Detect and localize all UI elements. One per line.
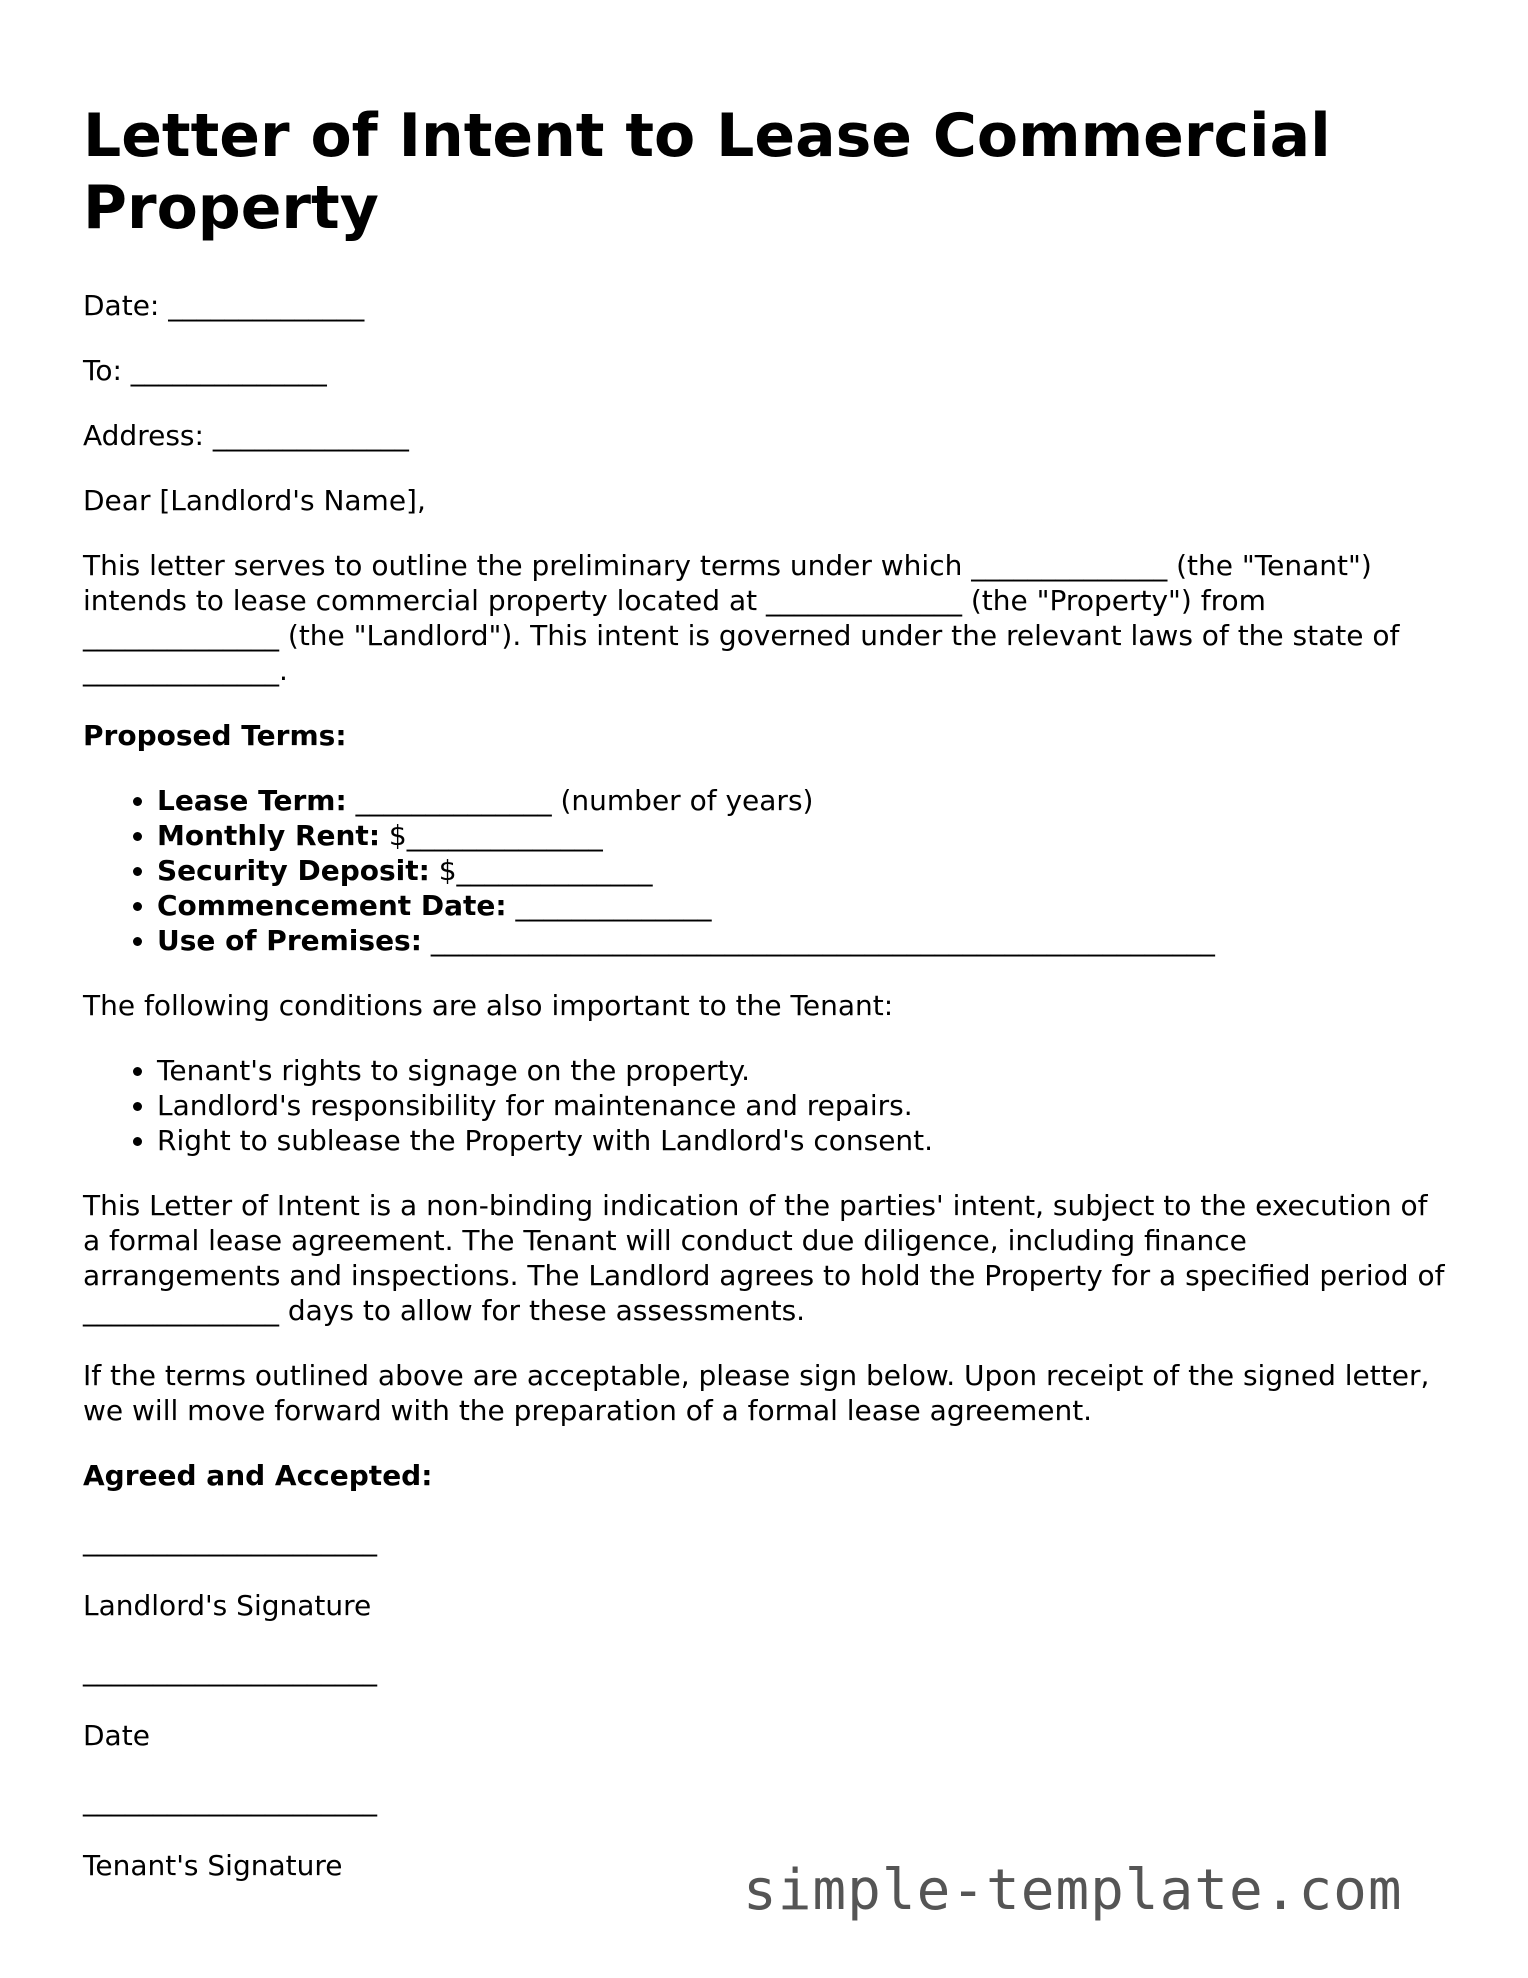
document-page	[83, 100, 1453, 1913]
proposed-terms-heading: Proposed Terms:	[83, 719, 347, 752]
condition-item: • Landlord's responsibility for maintenance and repairs.	[157, 1088, 1453, 1123]
watermark-text: simple-template.com	[743, 1858, 1403, 1923]
tenant-signature-line: _____________________	[83, 1784, 377, 1817]
intro-paragraph: This letter serves to outline the preliminary terms under which ______________ (the "Tenant") intends to lease commercial property located at ______________ (the "Property") from ______________ (the "Landlord"). This intent is governed under the relevant laws of the state of ______________.	[83, 549, 1400, 687]
term-lease-term	[157, 783, 1453, 818]
address-field: Address: ______________	[83, 419, 409, 452]
term-value: ________________________________________________________	[421, 924, 1215, 957]
condition-item: • Tenant's rights to signage on the property.	[157, 1053, 1453, 1088]
term-commencement-date	[157, 888, 1453, 923]
term-label: Security Deposit:	[157, 854, 430, 887]
date-field: Date: ______________	[83, 289, 365, 322]
conditions-list	[83, 1053, 1453, 1158]
salutation: Dear [Landlord's Name],	[83, 484, 426, 517]
document-title: Letter of Intent to Lease Commercial Property	[83, 101, 1331, 243]
term-value: $______________	[429, 854, 653, 887]
conditions-intro: The following conditions are also important to the Tenant:	[83, 989, 894, 1022]
date-signature-label: Date	[83, 1719, 150, 1752]
landlord-signature-line: _____________________	[83, 1524, 377, 1557]
term-use-of-premises	[157, 923, 1453, 958]
date-signature-line: _____________________	[83, 1654, 377, 1687]
closing-paragraph: If the terms outlined above are acceptable, please sign below. Upon receipt of the signed letter, we will move forward with the preparation of a formal lease agreement.	[83, 1359, 1430, 1427]
term-value: ______________ (number of years)	[346, 784, 814, 817]
to-field: To: ______________	[83, 354, 327, 387]
term-monthly-rent	[157, 818, 1453, 853]
term-value: $______________	[380, 819, 603, 852]
proposed-terms-list	[83, 783, 1453, 958]
term-security-deposit	[157, 853, 1453, 888]
term-label: Monthly Rent:	[157, 819, 381, 852]
term-value: ______________	[506, 889, 712, 922]
nonbinding-paragraph: This Letter of Intent is a non-binding indication of the parties' intent, subject to the execution of a formal lease agreement. The Tenant will conduct due diligence, including finance arrangements and inspections. The Landlord agrees to hold the Property for a specified period of ______________ days to allow for these assessments.	[83, 1189, 1445, 1327]
term-label: Lease Term:	[157, 784, 347, 817]
tenant-signature-label: Tenant's Signature	[83, 1849, 343, 1882]
condition-item: • Right to sublease the Property with Landlord's consent.	[157, 1123, 1453, 1158]
term-label: Use of Premises:	[157, 924, 422, 957]
landlord-signature-label: Landlord's Signature	[83, 1589, 372, 1622]
term-label: Commencement Date:	[157, 889, 507, 922]
agreement-heading: Agreed and Accepted:	[83, 1459, 433, 1492]
